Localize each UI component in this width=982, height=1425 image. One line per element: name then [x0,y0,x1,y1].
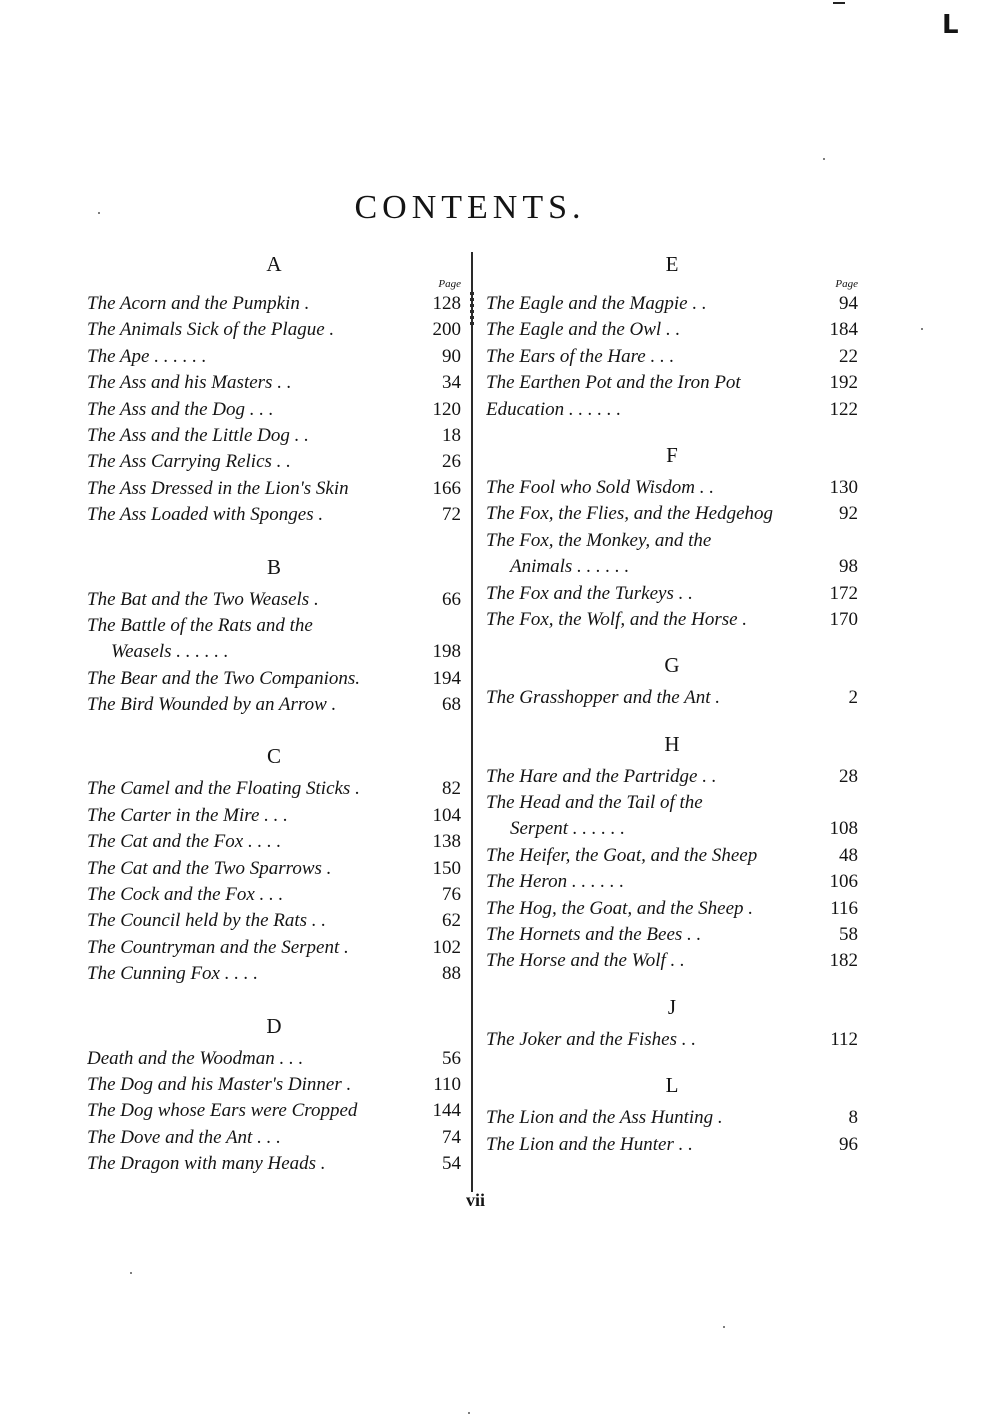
toc-entry [87,344,461,370]
entry-page-number: 58 [839,924,858,946]
entry-page-number: 96 [839,1133,858,1155]
toc-entry [486,317,858,343]
entry-page-number: 102 [432,936,461,958]
section-b [87,553,461,719]
entry-title: The Fox and the Turkeys . . [486,582,693,604]
entry-title: The Bird Wounded by an Arrow . [87,694,337,716]
toc-entry [87,423,461,449]
section-letter: F [666,442,678,467]
toc-entry [486,475,858,501]
entry-page-number: 2 [848,687,858,709]
entry-title-line-1: The Fox, the Monkey, and the [486,529,712,551]
toc-entry [486,922,858,948]
toc-entry [87,1125,461,1151]
entry-title [87,613,415,666]
entry-page-number: 138 [432,831,461,853]
entry-title: The Eagle and the Magpie . . [486,293,707,314]
entry-page-number: 192 [829,372,858,394]
toc-entry [486,843,858,869]
entry-page-number: 144 [432,1100,461,1122]
entry-page-number: 130 [829,476,858,498]
entry-title: The Dove and the Ant . . . [87,1126,281,1148]
entry-page-number: 150 [432,857,461,879]
section-letter: A [266,252,282,276]
entry-title: The Cock and the Fox . . . [87,884,284,906]
page-title: CONTENTS. [354,188,586,226]
entry-title: The Hog, the Goat, and the Sheep . [486,897,754,919]
toc-entry [87,829,461,855]
entry-page-number: 26 [442,451,461,473]
toc-entry [486,1027,858,1053]
entry-page-number: 62 [442,910,461,932]
entry-title-line-1: The Head and the Tail of the [486,792,703,814]
entry-title: The Ass Loaded with Sponges . [87,504,324,526]
toc-entry [87,1098,461,1124]
entry-page-number: 198 [432,641,461,663]
entry-page-number: 172 [829,582,858,604]
entry-title: The Bear and the Two Companions. [87,667,361,689]
toc-entry [87,317,461,343]
column-divider-tick [470,292,474,328]
entry-page-number: 106 [829,871,858,893]
toc-entry [486,501,858,527]
entry-page-number: 200 [432,319,461,341]
toc-entry [87,666,461,692]
entry-title-line-2: Animals . . . . . . [510,556,630,578]
toc-entry [486,370,858,396]
column-divider [471,252,473,1192]
entry-title: The Dragon with many Heads . [87,1153,326,1175]
ink-speck [98,212,100,214]
entry-page-number: 98 [839,556,858,578]
toc-entry [87,370,461,396]
section-letter: G [664,653,680,678]
entry-title: The Hornets and the Bees . . [486,924,702,946]
entry-page-number: 48 [839,844,858,866]
toc-entry [486,397,858,423]
toc-entry [87,291,461,317]
entry-title: The Grasshopper and the Ant . [486,687,720,709]
entry-title [486,790,812,843]
entry-page-number: 166 [432,477,461,499]
entry-page-number: 108 [829,818,858,840]
entry-page-number: 92 [839,503,858,525]
section-a [87,250,461,529]
section-d [87,1012,461,1178]
toc-entry [486,790,858,843]
section-letter: L [665,1073,679,1098]
entry-title: The Cunning Fox . . . . [87,963,258,985]
toc-entry [87,803,461,829]
entry-title: The Lion and the Ass Hunting . [486,1107,723,1129]
entry-title: The Fox, the Wolf, and the Horse . [486,608,748,630]
entry-page-number: 94 [839,293,858,314]
entry-title: The Camel and the Floating Sticks . [87,778,360,800]
entry-title: The Horse and the Wolf . . [486,950,685,972]
entry-title: The Bat and the Two Weasels . [87,588,319,610]
section-c [87,742,461,987]
entry-page-number: 170 [829,608,858,630]
entry-title: The Heron . . . . . . [486,871,625,893]
entry-title: The Fool who Sold Wisdom . . [486,476,715,498]
entry-title: The Heifer, the Goat, and the Sheep [486,844,758,866]
entry-page-number: 128 [432,293,461,314]
toc-entry [486,607,858,633]
entry-title: The Ass and the Little Dog . . [87,424,309,446]
toc-entry [486,581,858,607]
ink-speck [468,1412,470,1414]
toc-entry [87,961,461,987]
entry-page-number: 76 [442,884,461,906]
section-j [486,993,858,1053]
toc-entry [87,882,461,908]
entry-title: The Cat and the Fox . . . . [87,831,282,853]
section-letter: E [665,252,679,276]
ink-speck [921,328,923,330]
ink-speck [723,1326,725,1328]
entry-title [486,528,812,581]
entry-page-number: 112 [830,1028,858,1050]
toc-entry [486,291,858,317]
entry-page-number: 184 [829,319,858,341]
entry-title: Education . . . . . . [486,398,622,420]
entry-title: The Acorn and the Pumpkin . [87,293,310,314]
toc-entry [87,449,461,475]
entry-title: The Lion and the Hunter . . [486,1133,693,1155]
entry-page-number: 182 [829,950,858,972]
toc-entry [486,764,858,790]
section-h [486,730,858,975]
entry-title: The Joker and the Fishes . . [486,1028,697,1050]
section-letter: B [266,554,281,579]
entry-page-number: 28 [839,765,858,787]
toc-entry [87,1072,461,1098]
entry-page-number: 18 [442,424,461,446]
entry-page-number: 72 [442,504,461,526]
toc-entry [486,344,858,370]
toc-entry [87,692,461,718]
entry-title: The Earthen Pot and the Iron Pot [486,372,741,394]
entry-title: The Ass Carrying Relics . . [87,451,291,473]
entry-page-number: 90 [442,345,461,367]
section-f [486,441,858,633]
entry-page-number: 74 [442,1126,461,1148]
toc-entry [87,1151,461,1177]
entry-page-number: 194 [432,667,461,689]
entry-title: The Animals Sick of the Plague . [87,319,335,341]
entry-title: The Ape . . . . . . [87,345,207,367]
corner-mark: L [942,10,959,40]
entry-page-number: 104 [432,804,461,826]
entry-title-line-2: Weasels . . . . . . [111,641,229,663]
entry-title: The Ears of the Hare . . . [486,345,675,367]
corner-dash [833,2,845,4]
entry-page-number: 56 [442,1047,461,1069]
toc-entry [486,685,858,711]
entry-title: The Countryman and the Serpent . [87,936,349,958]
section-letter: J [667,994,677,1019]
left-column [87,250,461,1178]
toc-entry [486,869,858,895]
entry-title: The Fox, the Flies, and the Hedgehog [486,503,774,525]
entry-page-number: 88 [442,963,461,985]
entry-title: The Ass and his Masters . . [87,372,292,394]
entry-page-number: 22 [839,345,858,367]
ink-speck [130,1272,132,1274]
page-column-label: Page [835,278,858,290]
entry-title-line-2: Serpent . . . . . . [510,818,626,840]
entry-title: The Hare and the Partridge . . [486,765,717,787]
section-letter: H [664,731,680,756]
page-number: vii [466,1190,486,1210]
toc-entry [486,528,858,581]
entry-title: The Dog and his Master's Dinner . [87,1074,352,1095]
right-column [486,250,858,1158]
entry-title-line-1: The Battle of the Rats and the [87,614,313,636]
entry-page-number: 68 [442,694,461,716]
toc-entry [87,908,461,934]
ink-speck [823,158,825,160]
toc-entry [87,856,461,882]
entry-page-number: 122 [829,398,858,420]
toc-entry [486,896,858,922]
toc-entry [87,776,461,802]
section-e [486,250,858,423]
toc-entry [87,502,461,528]
entry-title: The Council held by the Rats . . [87,910,327,932]
toc-entry [486,1132,858,1158]
entry-title: The Carter in the Mire . . . [87,804,288,826]
entry-title: The Eagle and the Owl . . [486,319,681,341]
entry-title: The Ass and the Dog . . . [87,398,274,420]
entry-page-number: 82 [442,778,461,800]
entry-page-number: 116 [830,897,858,919]
entry-title: The Dog whose Ears were Cropped [87,1100,358,1122]
entry-page-number: 66 [442,588,461,610]
entry-page-number: 110 [433,1074,461,1095]
entry-page-number: 120 [432,398,461,420]
entry-page-number: 8 [848,1107,858,1129]
entry-title: Death and the Woodman . . . [87,1047,304,1069]
page-column-label: Page [438,278,461,290]
toc-entry [87,613,461,666]
toc-entry [87,1046,461,1072]
entry-page-number: 54 [442,1153,461,1175]
section-l [486,1071,858,1158]
section-g [486,651,858,711]
toc-entry [87,587,461,613]
section-letter: D [266,1013,282,1038]
entry-title: The Ass Dressed in the Lion's Skin [87,477,349,499]
toc-entry [486,1105,858,1131]
toc-entry [486,948,858,974]
entry-page-number: 34 [442,372,461,394]
section-letter: C [266,744,281,769]
toc-entry [87,935,461,961]
entry-title: The Cat and the Two Sparrows . [87,857,332,879]
toc-entry [87,476,461,502]
toc-entry [87,397,461,423]
